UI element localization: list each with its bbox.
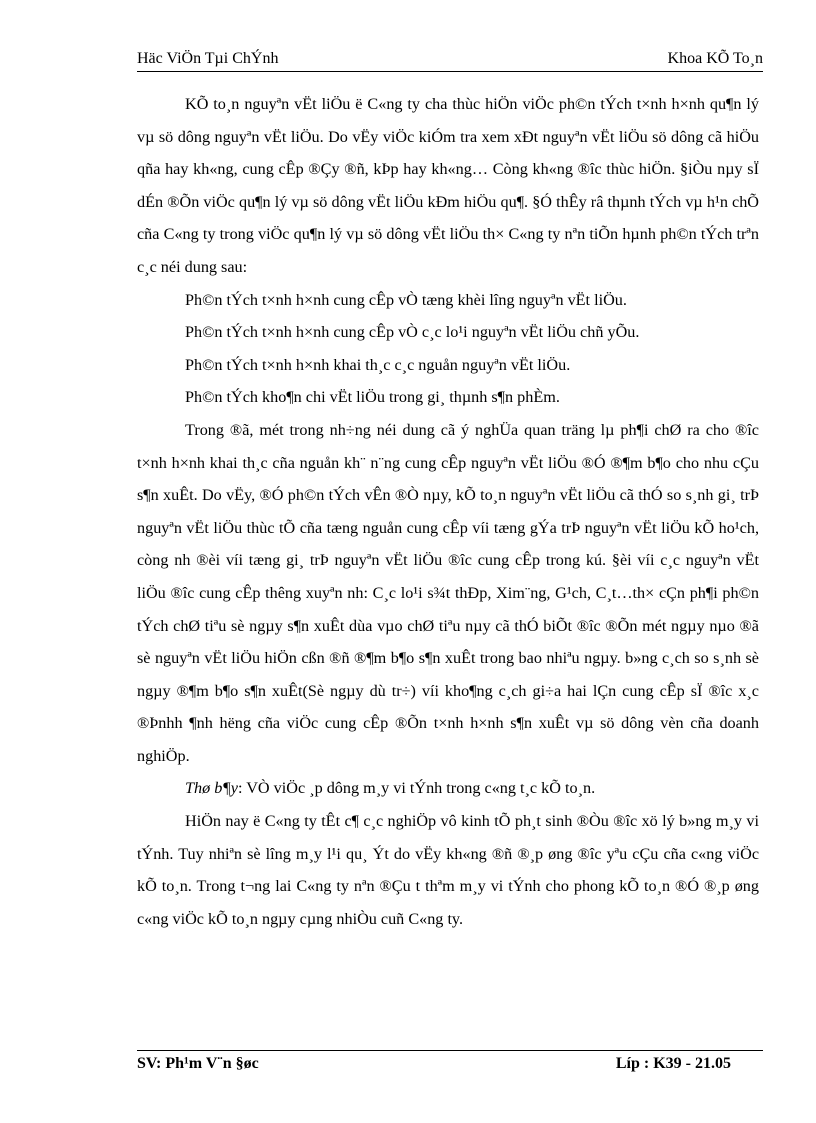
page-footer	[137, 1055, 763, 1077]
footer-divider	[137, 1050, 763, 1051]
list-item: Ph©n tÝch t×nh h×nh cung cÊp vÒ tæng khèi lîng nguyªn vËt liÖu.	[185, 290, 627, 309]
list-item: Ph©n tÝch t×nh h×nh khai th¸c c¸c nguån nguyªn vËt liÖu.	[185, 355, 571, 374]
paragraph-analysis: Trong ®ã, mét trong nh÷ng néi dung cã ý nghÜa quan träng lµ ph¶i chØ ra cho ®îc t×nh h×nh khai th¸c cña nguån kh¨ n¨ng cung cÊp nguyªn vËt liÖu ®Ó ®¶m b¶o cho nhu cÇu s¶n xuÊt. Do vËy, ®Ó ph©n tÝch vÊn ®Ò nµy, kÕ to¸n nguyªn vËt liÖu cã thÓ so s¸nh gi¸ trÞ nguyªn vËt liÖu thùc tÕ cña tæng nguån cung cÊp víi tæng gÝa trÞ nguyªn vËt liÖu kÕ ho¹ch, còng nh ®èi víi tæng gi¸ trÞ nguyªn vËt liÖu ®îc cung cÊp trong kú. §èi víi c¸c nguyªn vËt liÖu ®îc cung cÊp thêng xuyªn nh: C¸c lo¹i s¾t thÐp, Xim¨ng, G¹ch, C¸t…th× cÇn ph¶i ph©n tÝch chØ tiªu sè ngµy s¶n xuÊt dùa vµo chØ tiªu nµy cã thÓ biÕt ®îc ®Õn mét ngµy nµo ®ã sè nguyªn vËt liÖu hiÖn cßn ®ñ ®¶m b¶o s¶n xuÊt trong bao nhiªu ngµy. b»ng c¸ch so s¸nh sè ngµy ®¶m b¶o s¶n xuÊt(Sè ngµy dù tr÷) víi kho¶ng c¸ch gi÷a hai lÇn cung cÊp sÏ ®îc x¸c ®Þnhh ¶nh hëng cña viÖc cung cÊp ®Õn t×nh h×nh s¶n xuÊt vµ sö dông vèn cña doanh nghiÖp.	[137, 420, 759, 765]
section-heading-text: : VÒ viÖc ¸p dông m¸y vi tÝnh trong c«ng t¸c kÕ to¸n.	[237, 779, 596, 798]
page-header	[137, 50, 763, 72]
section-label: Thø b¶y	[185, 779, 238, 798]
footer-student: SV: Ph¹m V¨n §øc	[137, 1055, 259, 1072]
paragraph-intro: KÕ to¸n nguyªn vËt liÖu ë C«ng ty cha thùc hiÖn viÖc ph©n tÝch t×nh h×nh qu¶n lý vµ sö dông nguyªn vËt liÖu. Do vËy viÖc kiÓm tra xem xÐt nguyªn vËt liÖu sö dông cã hiÖu qña hay kh«ng, cung cÊp ®Çy ®ñ, kÞp hay kh«ng… Còng kh«ng ®îc thùc hiÖn. §iÒu nµy sÏ dÉn ®Õn viÖc qu¶n lý vµ sö dông vËt liÖu kÐm hiÖu qu¶. §Ó thÊy râ thµnh tÝch vµ h¹n chÕ cña C«ng ty trong viÖc qu¶n lý vµ sö dông vËt liÖu th× C«ng ty nªn tiÕn hµnh ph©n tÝch trªn c¸c néi dung sau:	[137, 95, 759, 276]
list-item: Ph©n tÝch t×nh h×nh cung cÊp vÒ c¸c lo¹i nguyªn vËt liÖu chñ yÕu.	[185, 323, 640, 342]
header-faculty: Khoa KÕ To¸n	[667, 50, 763, 67]
document-body	[137, 88, 759, 935]
footer-class: Líp : K39 - 21.05	[615, 1055, 731, 1072]
header-institute: Häc ViÖn Tµi ChÝnh	[137, 50, 279, 67]
paragraph-section-heading	[137, 772, 759, 805]
header-divider	[137, 71, 763, 72]
paragraph-computing: HiÖn nay ë C«ng ty tÊt c¶ c¸c nghiÖp vô kinh tÕ ph¸t sinh ®Òu ®îc xö lý b»ng m¸y vi tÝnh. Tuy nhiªn sè lîng m¸y l¹i qu¸ Ýt do vËy kh«ng ®ñ ®¸p øng ®îc yªu cÇu cña c«ng viÖc kÕ to¸n. Trong t¬ng lai C«ng ty nªn ®Çu t thªm m¸y vi tÝnh cho phong kÕ to¸n ®Ó ®¸p øng c«ng viÖc kÕ to¸n ngµy cµng nhiÒu cuñ C«ng ty.	[137, 812, 759, 928]
list-item: Ph©n tÝch kho¶n chi vËt liÖu trong gi¸ thµnh s¶n phÈm.	[185, 388, 560, 407]
